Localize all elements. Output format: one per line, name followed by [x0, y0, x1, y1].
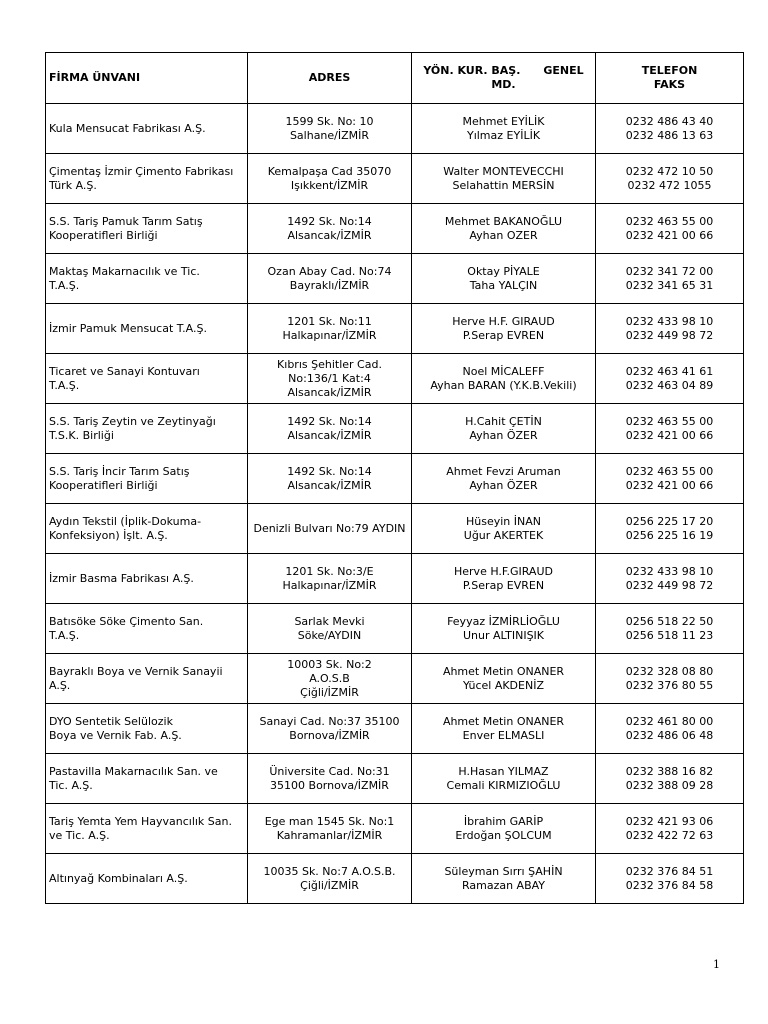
- cell-firma-line: Aydın Tekstil (İplik-Dokuma-: [49, 514, 202, 528]
- cell-adres: [248, 504, 412, 554]
- cell-telefon-line: 0232 486 06 48: [625, 728, 714, 742]
- header-yonetim-line2: MD.: [491, 78, 516, 91]
- cell-adres: [248, 254, 412, 304]
- cell-yonetim-line: Herve H.F.GIRAUD: [454, 564, 553, 578]
- cell-telefon: [596, 104, 744, 154]
- cell-adres-line: 1201 Sk. No:3/E: [285, 564, 374, 578]
- cell-yonetim-line: Yılmaz EYİLİK: [466, 128, 541, 142]
- cell-yonetim-line: Erdoğan ŞOLCUM: [455, 828, 552, 842]
- header-adres: ADRES: [248, 53, 412, 104]
- cell-adres: [248, 604, 412, 654]
- cell-firma-line: Pastavilla Makarnacılık San. ve: [49, 764, 218, 778]
- cell-yonetim-line: Ahmet Metin ONANER: [442, 664, 565, 678]
- cell-yonetim-line: Hüseyin İNAN: [465, 514, 541, 528]
- table-row: [46, 504, 744, 554]
- table-row: [46, 204, 744, 254]
- cell-yonetim: [412, 754, 596, 804]
- cell-adres-line: Alsancak/İZMİR: [287, 385, 372, 399]
- cell-firma: [46, 604, 248, 654]
- cell-firma-line: T.S.K. Birliği: [49, 428, 114, 442]
- header-yonetim: [412, 53, 596, 104]
- cell-telefon-line: 0232 376 84 51: [625, 864, 714, 878]
- cell-telefon-line: 0232 463 55 00: [625, 464, 714, 478]
- cell-adres-line: Kemalpaşa Cad 35070: [267, 164, 392, 178]
- cell-telefon-line: 0232 486 43 40: [625, 114, 714, 128]
- cell-telefon: [596, 604, 744, 654]
- cell-adres: [248, 754, 412, 804]
- cell-yonetim-line: P.Serap EVREN: [462, 328, 545, 342]
- cell-telefon-line: 0256 518 11 23: [625, 628, 714, 642]
- header-row: [46, 53, 744, 104]
- cell-firma: [46, 354, 248, 404]
- cell-telefon: [596, 404, 744, 454]
- table-body: [46, 104, 744, 904]
- cell-firma-line: Kooperatifleri Birliği: [49, 478, 158, 492]
- cell-yonetim-line: Walter MONTEVECCHI: [443, 164, 564, 178]
- cell-telefon-line: 0232 472 1055: [627, 178, 712, 192]
- cell-adres: [248, 404, 412, 454]
- cell-yonetim-line: Ahmet Metin ONANER: [442, 714, 565, 728]
- table-row: [46, 354, 744, 404]
- cell-adres-line: No:136/1 Kat:4: [288, 371, 371, 385]
- company-directory-table: [45, 52, 744, 904]
- cell-adres-line: Halkapınar/İZMİR: [282, 578, 377, 592]
- cell-yonetim-line: Ayhan BARAN (Y.K.B.Vekili): [430, 378, 577, 392]
- cell-telefon-line: 0232 449 98 72: [625, 328, 714, 342]
- cell-firma: [46, 754, 248, 804]
- cell-yonetim-line: Mehmet BAKANOĞLU: [444, 214, 563, 228]
- cell-yonetim-line: H.Cahit ÇETİN: [465, 414, 542, 428]
- cell-telefon: [596, 804, 744, 854]
- cell-firma-line: A.Ş.: [49, 678, 71, 692]
- page-number: 1: [713, 958, 720, 971]
- cell-firma: [46, 554, 248, 604]
- cell-firma-line: T.A.Ş.: [49, 378, 80, 392]
- cell-adres-line: Denizli Bulvarı No:79 AYDIN: [253, 521, 406, 535]
- cell-firma-line: Tariş Yemta Yem Hayvancılık San.: [49, 814, 232, 828]
- cell-firma: [46, 154, 248, 204]
- cell-telefon-line: 0232 463 55 00: [625, 414, 714, 428]
- cell-telefon-line: 0256 225 17 20: [625, 514, 714, 528]
- cell-adres-line: Sarlak Mevki: [294, 614, 365, 628]
- cell-telefon-line: 0232 422 72 63: [625, 828, 714, 842]
- cell-firma-line: Ticaret ve Sanayi Kontuvarı: [49, 364, 200, 378]
- table-row: [46, 804, 744, 854]
- cell-adres: [248, 104, 412, 154]
- cell-adres: [248, 354, 412, 404]
- cell-telefon: [596, 704, 744, 754]
- cell-adres-line: Halkapınar/İZMİR: [282, 328, 377, 342]
- table-row: [46, 154, 744, 204]
- cell-yonetim-line: Ayhan ÖZER: [469, 428, 538, 442]
- cell-yonetim: [412, 404, 596, 454]
- cell-yonetim: [412, 454, 596, 504]
- cell-adres-line: Bornova/İZMİR: [289, 728, 370, 742]
- cell-yonetim-line: Ramazan ABAY: [461, 878, 546, 892]
- cell-yonetim-line: H.Hasan YILMAZ: [458, 764, 549, 778]
- table-row: [46, 754, 744, 804]
- cell-yonetim: [412, 104, 596, 154]
- cell-yonetim-line: Enver ELMASLI: [462, 728, 545, 742]
- header-telefon: [596, 53, 744, 104]
- cell-adres: [248, 304, 412, 354]
- cell-adres-line: Çiğli/İZMİR: [300, 878, 359, 892]
- cell-adres-line: Sanayi Cad. No:37 35100: [259, 714, 400, 728]
- cell-telefon: [596, 254, 744, 304]
- cell-telefon-line: 0232 341 65 31: [625, 278, 714, 292]
- cell-yonetim-line: Oktay PİYALE: [467, 264, 540, 278]
- header-telefon-line1: TELEFON: [641, 64, 698, 77]
- cell-telefon-line: 0232 433 98 10: [625, 314, 714, 328]
- cell-telefon-line: 0232 463 55 00: [625, 214, 714, 228]
- cell-yonetim-line: Selahattin MERSİN: [452, 178, 555, 192]
- cell-firma-line: S.S. Tariş Pamuk Tarım Satış: [49, 214, 203, 228]
- cell-adres-line: Işıkkent/İZMİR: [290, 178, 369, 192]
- cell-firma: [46, 504, 248, 554]
- cell-telefon-line: 0232 376 84 58: [625, 878, 714, 892]
- cell-telefon: [596, 204, 744, 254]
- cell-yonetim-line: Unur ALTINIŞIK: [462, 628, 545, 642]
- cell-adres: [248, 554, 412, 604]
- cell-yonetim-line: Feyyaz İZMİRLİOĞLU: [447, 614, 560, 628]
- cell-telefon-line: 0232 388 09 28: [625, 778, 714, 792]
- cell-adres-line: 1492 Sk. No:14: [287, 214, 372, 228]
- cell-telefon: [596, 304, 744, 354]
- cell-firma: [46, 854, 248, 904]
- cell-telefon-line: 0256 518 22 50: [625, 614, 714, 628]
- cell-firma: [46, 204, 248, 254]
- cell-adres-line: Alsancak/İZMİR: [287, 478, 372, 492]
- cell-firma: [46, 804, 248, 854]
- cell-adres-line: 10035 Sk. No:7 A.O.S.B.: [263, 864, 396, 878]
- cell-yonetim-line: Süleyman Sırrı ŞAHİN: [444, 864, 563, 878]
- cell-yonetim: [412, 854, 596, 904]
- cell-adres: [248, 704, 412, 754]
- cell-telefon-line: 0232 421 93 06: [625, 814, 714, 828]
- cell-telefon-line: 0232 421 00 66: [625, 428, 714, 442]
- cell-yonetim: [412, 354, 596, 404]
- cell-firma-line: Maktaş Makarnacılık ve Tic.: [49, 264, 200, 278]
- cell-yonetim: [412, 204, 596, 254]
- cell-adres: [248, 854, 412, 904]
- cell-yonetim: [412, 704, 596, 754]
- cell-adres: [248, 804, 412, 854]
- cell-yonetim-line: Yücel AKDENİZ: [463, 678, 544, 692]
- table-row: [46, 304, 744, 354]
- cell-yonetim-line: Ayhan OZER: [469, 228, 538, 242]
- cell-telefon: [596, 854, 744, 904]
- cell-adres: [248, 204, 412, 254]
- cell-firma: [46, 704, 248, 754]
- cell-adres-line: Alsancak/İZMİR: [287, 228, 372, 242]
- cell-firma-line: Bayraklı Boya ve Vernik Sanayii: [49, 664, 223, 678]
- cell-telefon-line: 0232 463 41 61: [625, 364, 714, 378]
- cell-firma-line: Batısöke Söke Çimento San.: [49, 614, 204, 628]
- cell-telefon-line: 0232 486 13 63: [625, 128, 714, 142]
- cell-adres-line: Söke/AYDIN: [297, 628, 362, 642]
- table-row: [46, 854, 744, 904]
- cell-firma-line: Tic. A.Ş.: [49, 778, 93, 792]
- cell-firma-line: Konfeksiyon) İşlt. A.Ş.: [49, 528, 168, 542]
- table-row: [46, 254, 744, 304]
- cell-telefon-line: 0232 421 00 66: [625, 228, 714, 242]
- cell-telefon: [596, 754, 744, 804]
- cell-firma-line: T.A.Ş.: [49, 278, 80, 292]
- cell-firma-line: Çimentaş İzmir Çimento Fabrikası: [49, 164, 234, 178]
- cell-telefon: [596, 354, 744, 404]
- table-row: [46, 104, 744, 154]
- cell-firma-line: S.S. Tariş İncir Tarım Satış: [49, 464, 190, 478]
- cell-yonetim-line: Ahmet Fevzi Aruman: [446, 464, 561, 478]
- cell-firma: [46, 254, 248, 304]
- cell-yonetim-line: P.Serap EVREN: [462, 578, 545, 592]
- cell-adres-line: Kıbrıs Şehitler Cad.: [277, 357, 382, 371]
- cell-yonetim: [412, 804, 596, 854]
- cell-adres-line: Salhane/İZMİR: [289, 128, 370, 142]
- table-row: [46, 704, 744, 754]
- cell-yonetim-line: Cemali KIRMIZIOĞLU: [446, 778, 561, 792]
- cell-yonetim-line: Herve H.F. GIRAUD: [452, 314, 555, 328]
- header-telefon-line2: FAKS: [653, 78, 686, 91]
- cell-telefon-line: 0232 449 98 72: [625, 578, 714, 592]
- cell-telefon-line: 0256 225 16 19: [625, 528, 714, 542]
- cell-firma-line: ve Tic. A.Ş.: [49, 828, 110, 842]
- header-yonetim-line1: YÖN. KUR. BAŞ. GENEL: [423, 64, 584, 77]
- cell-firma-line: Boya ve Vernik Fab. A.Ş.: [49, 728, 182, 742]
- cell-telefon-line: 0232 433 98 10: [625, 564, 714, 578]
- table-header: [46, 53, 744, 104]
- cell-yonetim: [412, 504, 596, 554]
- cell-adres-line: Ege man 1545 Sk. No:1: [264, 814, 395, 828]
- cell-yonetim: [412, 554, 596, 604]
- cell-yonetim-line: Taha YALÇIN: [469, 278, 538, 292]
- cell-telefon-line: 0232 472 10 50: [625, 164, 714, 178]
- cell-yonetim-line: İbrahim GARİP: [463, 814, 544, 828]
- cell-telefon: [596, 454, 744, 504]
- cell-adres-line: Bayraklı/İZMİR: [289, 278, 370, 292]
- cell-firma-line: Altınyağ Kombinaları A.Ş.: [49, 871, 188, 885]
- cell-adres-line: Kahramanlar/İZMİR: [276, 828, 383, 842]
- cell-firma-line: S.S. Tariş Zeytin ve Zeytinyağı: [49, 414, 216, 428]
- cell-adres: [248, 454, 412, 504]
- cell-yonetim: [412, 654, 596, 704]
- table-row: [46, 554, 744, 604]
- cell-yonetim-line: Ayhan ÖZER: [469, 478, 538, 492]
- cell-yonetim: [412, 304, 596, 354]
- cell-telefon: [596, 154, 744, 204]
- table-row: [46, 604, 744, 654]
- cell-yonetim-line: Mehmet EYİLİK: [462, 114, 545, 128]
- cell-adres-line: 1492 Sk. No:14: [287, 414, 372, 428]
- cell-firma: [46, 654, 248, 704]
- cell-telefon-line: 0232 463 04 89: [625, 378, 714, 392]
- cell-telefon: [596, 504, 744, 554]
- cell-firma: [46, 454, 248, 504]
- cell-adres-line: 35100 Bornova/İZMİR: [270, 778, 389, 792]
- cell-yonetim-line: Noel MİCALEFF: [462, 364, 545, 378]
- header-firma: FİRMA ÜNVANI: [46, 53, 248, 104]
- cell-yonetim: [412, 604, 596, 654]
- cell-adres-line: 10003 Sk. No:2: [287, 657, 372, 671]
- cell-adres-line: A.O.S.B: [309, 671, 350, 685]
- cell-telefon: [596, 554, 744, 604]
- cell-adres-line: 1201 Sk. No:11: [287, 314, 372, 328]
- cell-adres-line: Alsancak/İZMİR: [287, 428, 372, 442]
- cell-adres: [248, 154, 412, 204]
- cell-yonetim-line: Uğur AKERTEK: [463, 528, 544, 542]
- cell-telefon-line: 0232 341 72 00: [625, 264, 714, 278]
- cell-firma-line: DYO Sentetik Selülozik: [49, 714, 173, 728]
- cell-telefon-line: 0232 328 08 80: [625, 664, 714, 678]
- cell-firma-line: Türk A.Ş.: [49, 178, 97, 192]
- cell-telefon: [596, 654, 744, 704]
- cell-adres-line: 1492 Sk. No:14: [287, 464, 372, 478]
- cell-firma-line: İzmir Basma Fabrikası A.Ş.: [49, 571, 194, 585]
- cell-adres-line: Üniversite Cad. No:31: [269, 764, 390, 778]
- cell-adres-line: Çiğli/İZMİR: [300, 685, 359, 699]
- cell-firma: [46, 304, 248, 354]
- cell-adres: [248, 654, 412, 704]
- cell-telefon-line: 0232 421 00 66: [625, 478, 714, 492]
- table-row: [46, 654, 744, 704]
- cell-yonetim: [412, 154, 596, 204]
- table-row: [46, 454, 744, 504]
- cell-firma: [46, 404, 248, 454]
- table-row: [46, 404, 744, 454]
- cell-adres-line: 1599 Sk. No: 10: [285, 114, 374, 128]
- cell-firma-line: T.A.Ş.: [49, 628, 80, 642]
- cell-firma: [46, 104, 248, 154]
- cell-telefon-line: 0232 376 80 55: [625, 678, 714, 692]
- cell-firma-line: Kula Mensucat Fabrikası A.Ş.: [49, 121, 206, 135]
- cell-firma-line: İzmir Pamuk Mensucat T.A.Ş.: [49, 321, 207, 335]
- cell-telefon-line: 0232 388 16 82: [625, 764, 714, 778]
- cell-adres-line: Ozan Abay Cad. No:74: [267, 264, 392, 278]
- cell-yonetim: [412, 254, 596, 304]
- cell-firma-line: Kooperatifleri Birliği: [49, 228, 158, 242]
- cell-telefon-line: 0232 461 80 00: [625, 714, 714, 728]
